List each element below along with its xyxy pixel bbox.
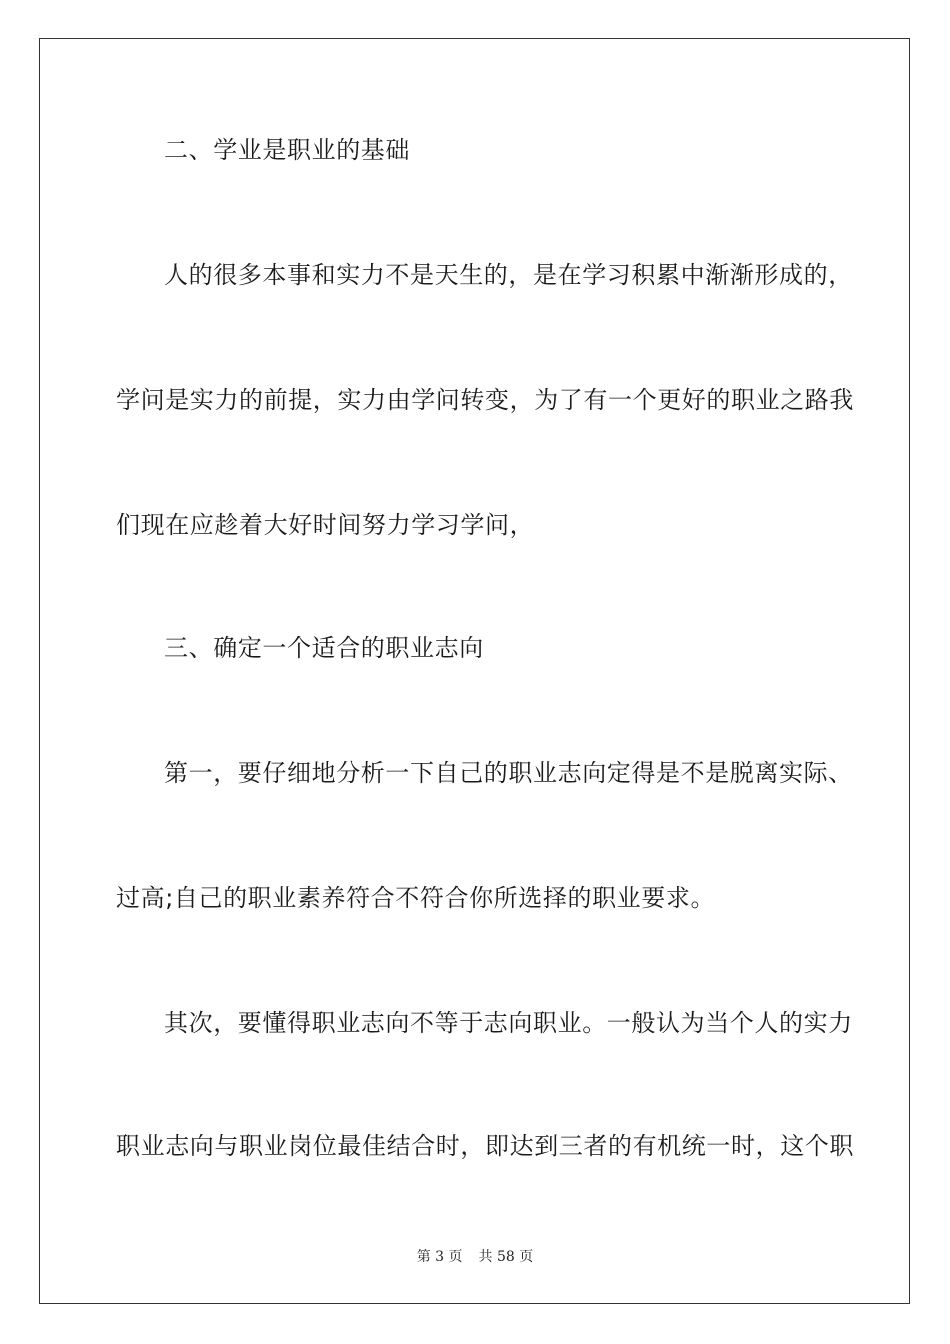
paragraph-line: 们现在应趁着大好时间努力学习学问， bbox=[116, 511, 535, 539]
section-heading-3: 三、确定一个适合的职业志向 bbox=[164, 634, 484, 662]
page-footer bbox=[0, 1248, 950, 1266]
paragraph-line: 职业志向与职业岗位最佳结合时，即达到三者的有机统一时，这个职 bbox=[116, 1132, 854, 1160]
paragraph-line: 过高;自己的职业素养符合不符合你所选择的职业要求。 bbox=[116, 884, 716, 912]
page-total: 共 58 页 bbox=[478, 1249, 534, 1265]
paragraph-line: 第一，要仔细地分析一下自己的职业志向定得是不是脱离实际、 bbox=[164, 759, 853, 787]
paragraph-line: 学问是实力的前提，实力由学问转变，为了有一个更好的职业之路我 bbox=[116, 386, 854, 414]
paragraph-line: 人的很多本事和实力不是天生的，是在学习积累中渐渐形成的， bbox=[164, 261, 853, 289]
section-heading-2: 二、学业是职业的基础 bbox=[164, 136, 410, 164]
paragraph-line: 其次，要懂得职业志向不等于志向职业。一般认为当个人的实力 bbox=[164, 1009, 853, 1037]
page-number: 第 3 页 bbox=[416, 1249, 463, 1265]
page-border bbox=[39, 38, 910, 1304]
